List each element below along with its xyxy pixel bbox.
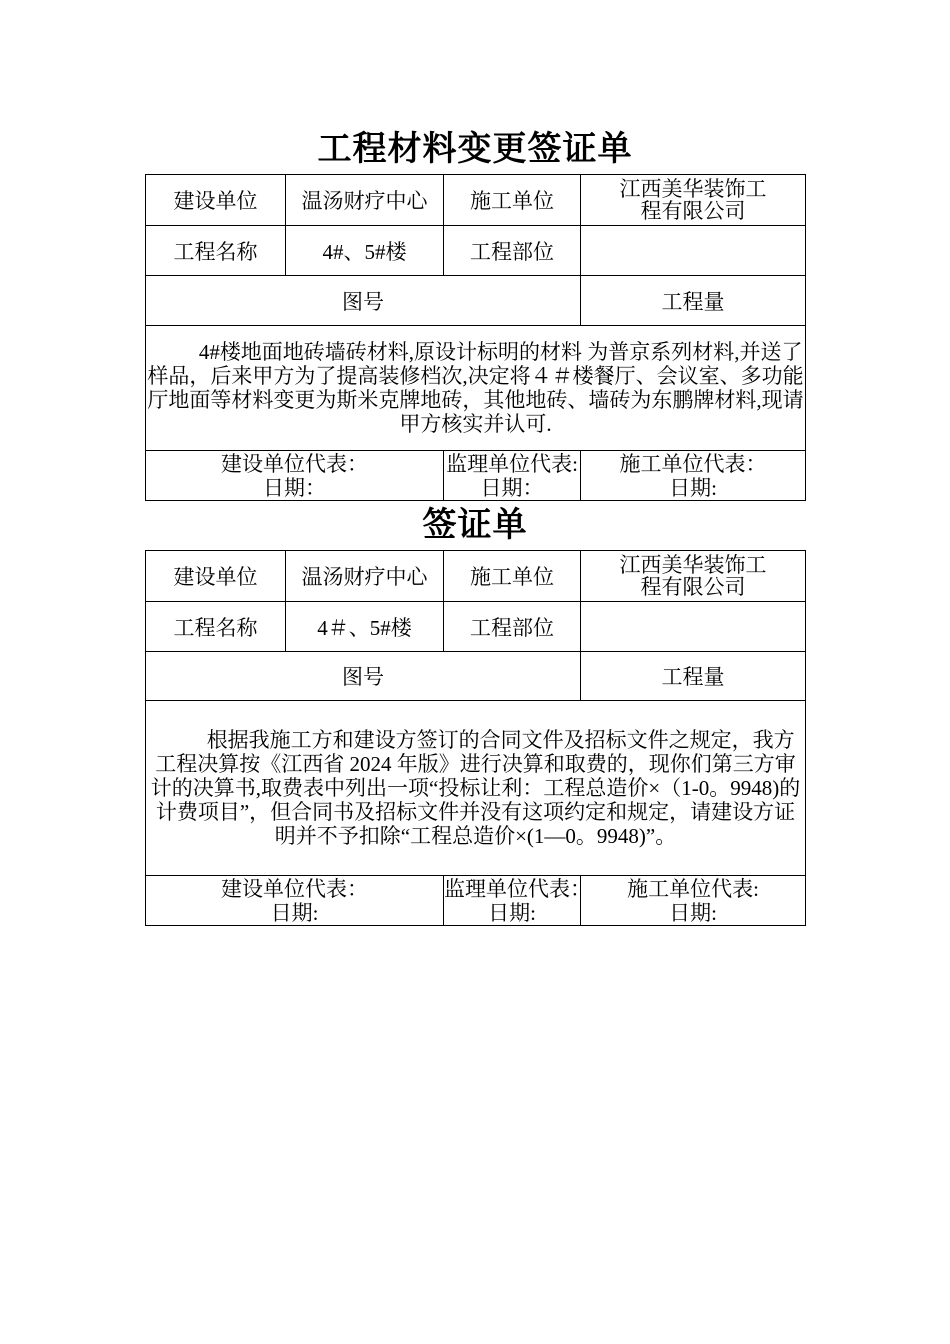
supervisor-signature-block xyxy=(444,876,591,926)
supervisor-signature-block xyxy=(444,451,581,501)
form-2-table xyxy=(145,550,806,926)
form-2-row-drawing xyxy=(146,652,806,701)
contractor-rep-label: 施工单位代表： xyxy=(619,451,767,476)
contractor-date-label: 日期: xyxy=(669,900,717,925)
contractor-label: 施工单位 xyxy=(444,175,581,226)
form-1-row-drawing xyxy=(146,276,806,326)
owner-signature-block xyxy=(146,451,444,501)
form-1-row-unit xyxy=(146,175,806,226)
supervisor-date-label: 日期： xyxy=(480,475,544,500)
form-1-row-body xyxy=(146,326,806,451)
project-name-value: 4＃、5#楼 xyxy=(286,602,444,652)
owner-signature-block xyxy=(146,876,444,926)
project-part-label: 工程部位 xyxy=(444,226,581,276)
form-1-title: 工程材料变更签证单 xyxy=(317,131,633,168)
contractor-rep-label: 施工单位代表: xyxy=(627,876,759,901)
quantity-label: 工程量 xyxy=(581,276,806,326)
project-name-label: 工程名称 xyxy=(146,226,286,276)
form-2-title: 签证单 xyxy=(422,507,528,544)
contractor-date-label: 日期: xyxy=(669,475,717,500)
supervisor-rep-label: 监理单位代表： xyxy=(444,876,591,901)
quantity-label: 工程量 xyxy=(581,652,806,701)
form-2-row-unit xyxy=(146,551,806,602)
construction-owner-label: 建设单位 xyxy=(146,551,286,602)
project-part-value xyxy=(581,602,806,652)
construction-owner-label: 建设单位 xyxy=(146,175,286,226)
drawing-number-label: 图号 xyxy=(146,276,581,326)
project-part-label: 工程部位 xyxy=(444,602,581,652)
change-description: 4#楼地面地砖墙砖材料,原设计标明的材料 为普京系列材料,并送了样品，后来甲方为了提高装修档次,决定将４＃楼餐厅、会议室、多功能厅地面等材料变更为斯米克牌地砖，其他地砖、墙砖为东鹏牌材料,现请甲方核实并认可. xyxy=(146,326,806,451)
project-part-value xyxy=(581,226,806,276)
contractor-signature-block xyxy=(581,876,806,926)
project-name-label: 工程名称 xyxy=(146,602,286,652)
form-1-row-project xyxy=(146,226,806,276)
drawing-number-label: 图号 xyxy=(146,652,581,701)
owner-rep-label: 建设单位代表： xyxy=(221,876,368,901)
form-1-table xyxy=(145,174,806,501)
contractor-value: 江西美华装饰工 程有限公司 xyxy=(581,175,806,226)
form-1-row-signatures xyxy=(146,451,806,501)
construction-owner-value: 温汤财疗中心 xyxy=(286,175,444,226)
form-2-row-body xyxy=(146,701,806,876)
claim-description: 根据我施工方和建设方签订的合同文件及招标文件之规定，我方工程决算按《江西省 2024 年版》进行决算和取费的，现你们第三方审计的决算书,取费表中列出一项“投标让利：工程总造价×（1-0。9948)的计费项目”，但合同书及招标文件并没有这项约定和规定，请建设方证明并不予扣除“工程总造价×(1—0。9948)”。 xyxy=(146,701,806,876)
owner-date-label: 日期： xyxy=(263,475,326,500)
owner-rep-label: 建设单位代表： xyxy=(221,451,368,476)
contractor-signature-block xyxy=(581,451,806,501)
form-2-row-project xyxy=(146,602,806,652)
supervisor-date-label: 日期: xyxy=(488,900,536,925)
owner-date-label: 日期: xyxy=(270,900,319,925)
contractor-label: 施工单位 xyxy=(444,551,581,602)
contractor-value: 江西美华装饰工 程有限公司 xyxy=(581,551,806,602)
project-name-value: 4#、5#楼 xyxy=(286,226,444,276)
construction-owner-value: 温汤财疗中心 xyxy=(286,551,444,602)
form-2-row-signatures xyxy=(146,876,806,926)
supervisor-rep-label: 监理单位代表: xyxy=(446,451,578,476)
